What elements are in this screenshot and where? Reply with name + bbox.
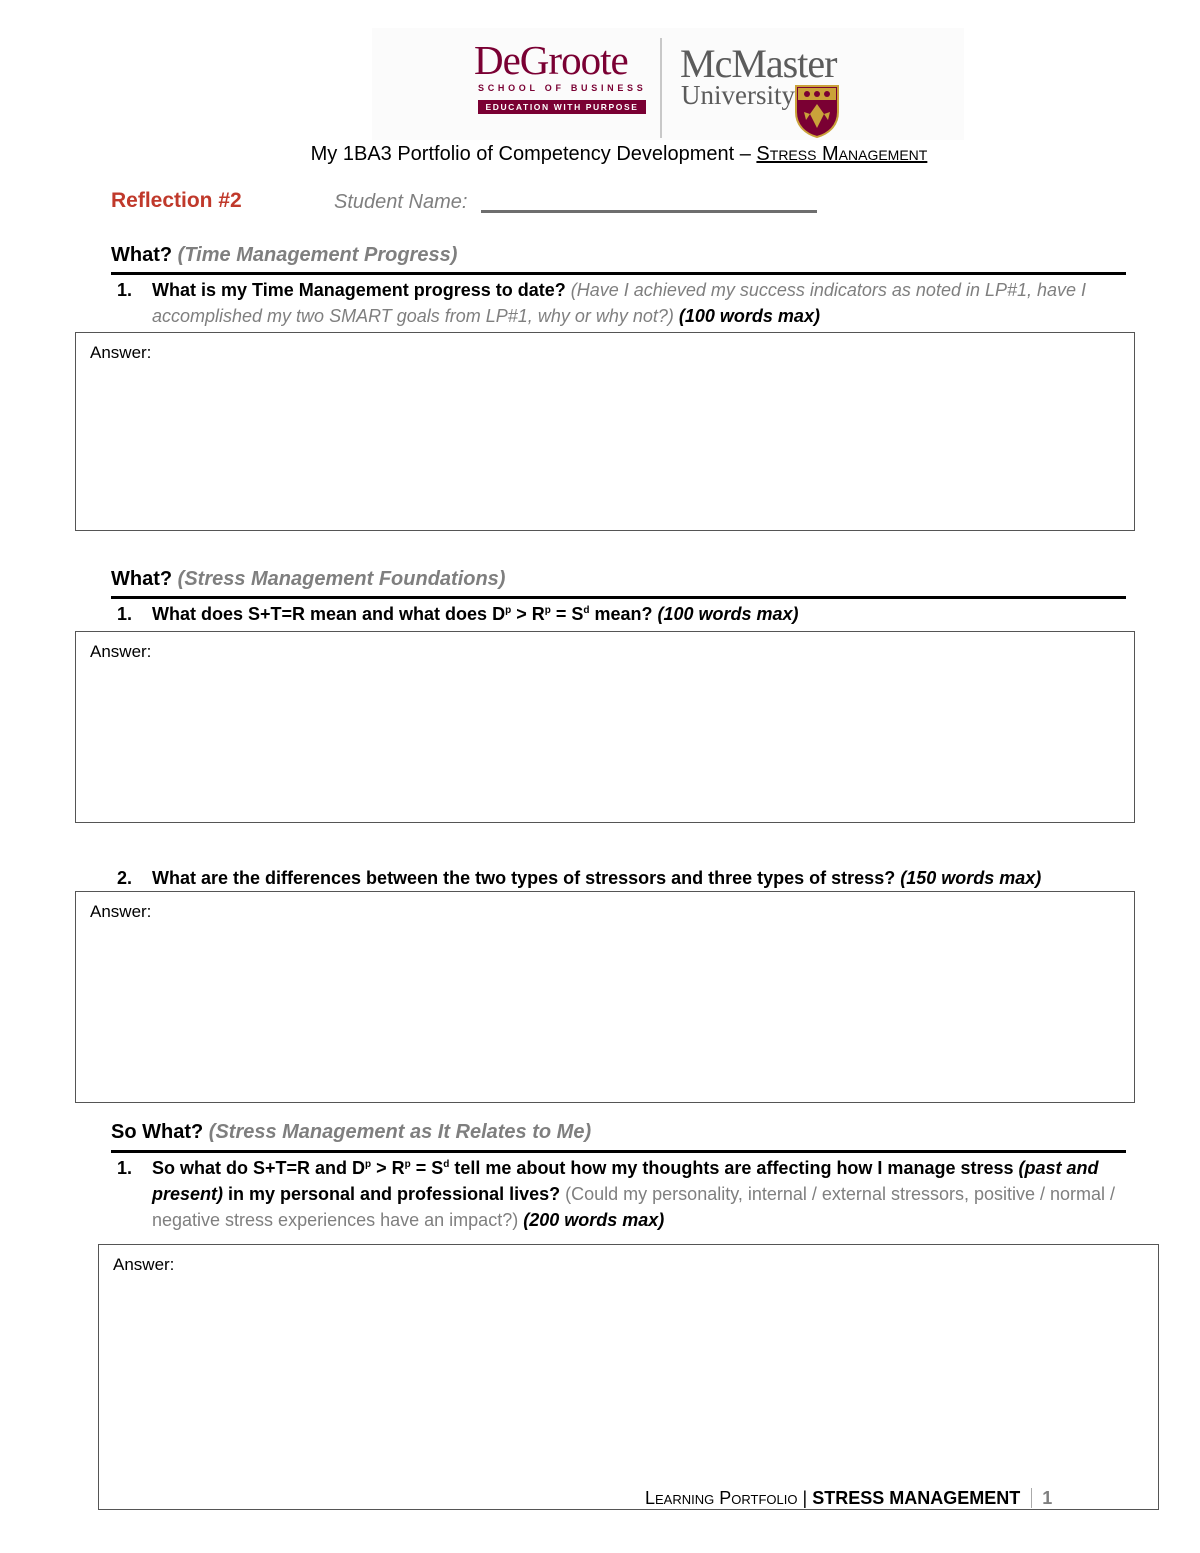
question <box>117 1155 1117 1233</box>
question <box>117 601 1117 627</box>
question-number: 1. <box>117 604 133 624</box>
answer-box[interactable] <box>75 631 1135 823</box>
section-rule <box>111 272 1126 275</box>
answer-label: Answer: <box>90 902 152 921</box>
question-hint: (Have I achieved my success indicators as noted in LP#1, have I accomplished my two SMART goals from LP#1, why or why not?) <box>152 280 1087 326</box>
section-rule <box>111 1150 1126 1153</box>
question <box>117 277 1117 329</box>
mcmaster-crest-icon <box>794 84 840 138</box>
page-footer <box>645 1488 1052 1509</box>
section-subheading: (Stress Management as It Relates to Me) <box>208 1121 592 1143</box>
answer-label: Answer: <box>90 642 152 661</box>
section-heading: What? (Stress Management Foundations) <box>111 568 506 590</box>
answer-label: Answer: <box>113 1255 175 1274</box>
question-text-end: in my personal and professional lives? <box>223 1184 561 1204</box>
degroote-school: SCHOOL OF BUSINESS <box>478 83 647 93</box>
word-limit: (200 words max) <box>523 1210 665 1230</box>
question <box>117 865 1117 891</box>
header-logo <box>372 28 964 140</box>
question-text: What does S+T=R mean and what does $D^p > R^p = S^d$ mean? <box>152 604 653 624</box>
footer-separator: | <box>802 1488 808 1508</box>
question-text: So what do S+T=R and $D^p > R^p = S^d$ tell me about how my thoughts are affecting how I manage stress <box>152 1158 1019 1178</box>
question-number: 1. <box>117 1158 133 1178</box>
answer-box[interactable] <box>75 332 1135 531</box>
word-limit: (100 words max) <box>678 306 820 326</box>
degroote-tagline: EDUCATION WITH PURPOSE <box>478 100 646 114</box>
student-name-field[interactable] <box>481 210 817 213</box>
answer-box[interactable] <box>98 1244 1159 1510</box>
question-number: 1. <box>117 280 133 300</box>
section-subheading: (Time Management Progress) <box>177 244 458 266</box>
footer-right: STRESS MANAGEMENT <box>812 1488 1021 1508</box>
degroote-wordmark: DeGroote <box>474 37 628 83</box>
mcmaster-wordmark: McMaster <box>680 41 837 86</box>
document-title <box>0 143 1200 166</box>
student-name-label: Student Name: <box>334 191 468 213</box>
answer-box[interactable] <box>75 891 1135 1103</box>
section-heading: So What? (Stress Management as It Relates to Me) <box>111 1121 592 1143</box>
question-number: 2. <box>117 868 133 888</box>
question-text: What is my Time Management progress to date? <box>152 280 566 300</box>
mcmaster-university: University <box>681 80 795 110</box>
answer-label: Answer: <box>90 343 152 362</box>
section-heading: What? (Time Management Progress) <box>111 244 458 266</box>
title-prefix: My 1BA3 Portfolio of Competency Development – <box>310 143 757 165</box>
section-subheading: (Stress Management Foundations) <box>177 568 506 590</box>
page-number: 1 <box>1031 1488 1052 1508</box>
word-limit: (150 words max) <box>900 868 1042 888</box>
logo-divider <box>660 38 662 138</box>
section-rule <box>111 596 1126 599</box>
word-limit: (100 words max) <box>657 604 799 624</box>
title-topic: Stress Management <box>756 143 928 165</box>
reflection-label: Reflection #2 <box>111 189 242 212</box>
question-hint: (Could my personality, internal / external stressors, positive / normal / negative stress experiences have an impact?) <box>152 1184 1116 1230</box>
question-text: What are the differences between the two types of stressors and three types of stress? <box>152 868 896 888</box>
footer-left: Learning Portfolio <box>645 1488 798 1508</box>
question-emphasis: (past and present) <box>152 1158 1099 1204</box>
